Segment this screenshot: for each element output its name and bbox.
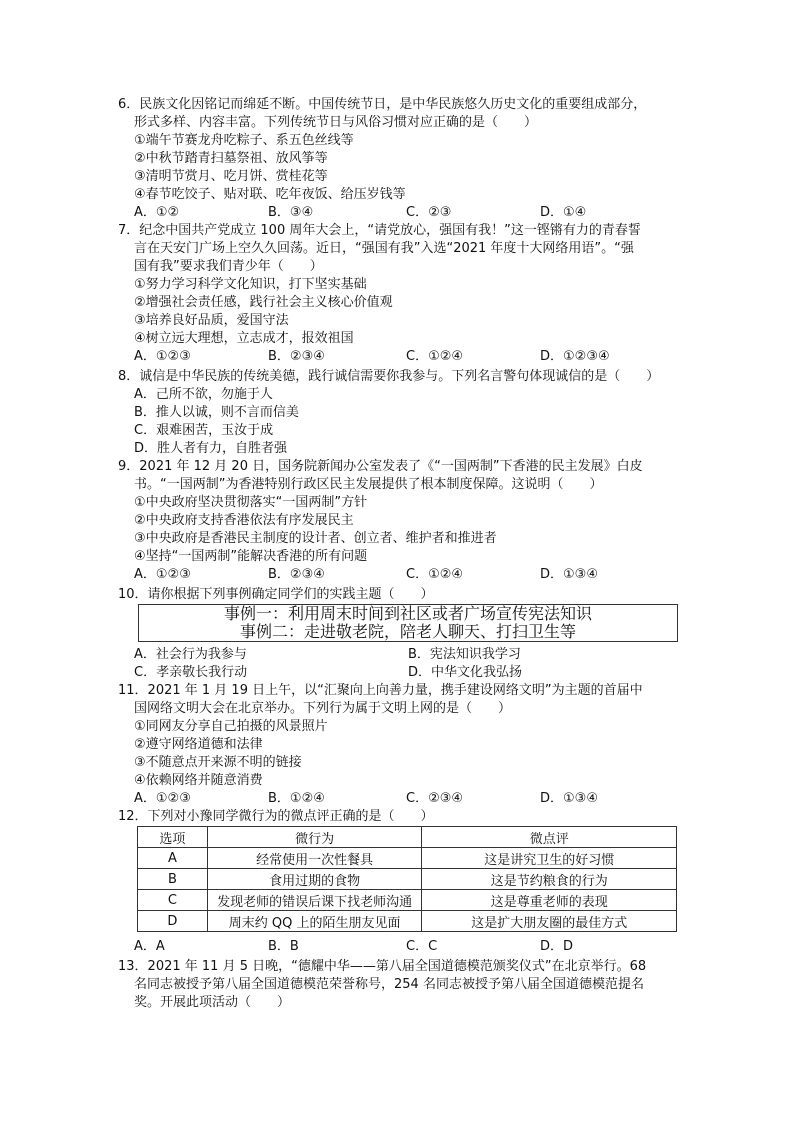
table-cell: 这是尊重老师的表现 xyxy=(422,890,677,911)
option-c[interactable]: C．C xyxy=(406,939,438,954)
table-cell: 这是节约粮食的行为 xyxy=(422,869,677,890)
option-b[interactable]: B．①②④ xyxy=(268,791,325,806)
statement-item: ③清明节赏月、吃月饼、赏桂花等 xyxy=(134,169,328,184)
statement-item: ①努力学习科学文化知识，打下坚实基础 xyxy=(134,277,367,292)
question-stem: 11．2021 年 1 月 19 日上午，以“汇聚向上向善力量，携手建设网络文明”为主题的首届中 xyxy=(118,683,643,698)
question-stem: 10．请你根据下列事例确定同学们的实践主题（ ） xyxy=(118,587,434,602)
table-header-row xyxy=(138,827,677,848)
answer-options xyxy=(118,790,678,808)
option-d[interactable]: D．①②③④ xyxy=(540,349,610,364)
evaluation-table xyxy=(137,826,677,932)
question-10-options xyxy=(118,646,678,682)
statement-item: ①同网友分享自己拍摄的风景照片 xyxy=(134,719,328,734)
statement-item: ③培养良好品质，爱国守法 xyxy=(134,313,289,328)
question-stem: 12．下列对小豫同学微行为的微点评正确的是（ ） xyxy=(118,809,434,824)
question-12 xyxy=(118,808,678,826)
statement-item: ③不随意点开来源不明的链接 xyxy=(134,755,302,770)
statement-item: ④坚持“一国两制”能解决香港的所有问题 xyxy=(134,549,368,564)
option-c[interactable]: C．①②④ xyxy=(406,567,464,582)
question-stem: 形式多样、内容丰富。下列传统节日与风俗习惯对应正确的是（ ） xyxy=(134,115,538,130)
option-a[interactable]: A．社会行为我参与 xyxy=(134,647,247,662)
question-13 xyxy=(118,958,678,1012)
option-a[interactable]: A．①②③ xyxy=(134,791,191,806)
answer-options xyxy=(118,204,678,222)
option-d[interactable]: D．中华文化我弘扬 xyxy=(408,665,523,680)
table-cell: 食用过期的食物 xyxy=(207,869,422,890)
option-b[interactable]: B．③④ xyxy=(268,205,314,220)
option-c[interactable]: C．②③④ xyxy=(406,791,464,806)
column-header: 选项 xyxy=(138,827,208,848)
table-row xyxy=(138,869,677,890)
column-header: 微行为 xyxy=(207,827,422,848)
question-7 xyxy=(118,222,678,366)
statement-item: ④春节吃饺子、贴对联、吃年夜饭、给压岁钱等 xyxy=(134,187,406,202)
table-cell: 周末约 QQ 上的陌生朋友见面 xyxy=(207,911,422,932)
question-11 xyxy=(118,682,678,808)
option-c[interactable]: C．②③ xyxy=(406,205,452,220)
option-d[interactable]: D．①③④ xyxy=(540,567,598,582)
statement-item: ①中央政府坚决贯彻落实“一国两制”方针 xyxy=(134,495,368,510)
statement-item: ②增强社会责任感，践行社会主义核心价值观 xyxy=(134,295,393,310)
statement-item: ②中央政府支持香港依法有序发展民主 xyxy=(134,513,354,528)
statement-item: ④依赖网络并随意消费 xyxy=(134,773,263,788)
question-stem: 书。“一国两制”为香港特别行政区民主发展提供了根本制度保障。这说明（ ） xyxy=(134,477,603,492)
option-a[interactable]: A．①②③ xyxy=(134,567,191,582)
table-cell: A xyxy=(138,848,208,869)
question-9 xyxy=(118,458,678,584)
option-a[interactable]: A．①② xyxy=(134,205,180,220)
statement-item: ②中秋节踏青扫墓祭祖、放风筝等 xyxy=(134,151,328,166)
option-b[interactable]: B．推人以诚，则不言而信美 xyxy=(134,405,299,420)
option-d[interactable]: D．D xyxy=(540,939,574,954)
option-c[interactable]: C．艰难困苦，玉汝于成 xyxy=(134,423,274,438)
answer-options xyxy=(118,566,678,584)
option-b[interactable]: B．②③④ xyxy=(268,349,325,364)
option-b[interactable]: B．宪法知识我学习 xyxy=(408,647,521,662)
option-d[interactable]: D．①④ xyxy=(540,205,587,220)
option-a[interactable]: A．己所不欲，勿施于人 xyxy=(134,387,273,402)
option-a[interactable]: A．A xyxy=(134,939,165,954)
table-row xyxy=(138,890,677,911)
table-cell: 发现老师的错误后课下找老师沟通 xyxy=(207,890,422,911)
option-b[interactable]: B．B xyxy=(268,939,299,954)
option-b[interactable]: B．②③④ xyxy=(268,567,325,582)
option-d[interactable]: D．①③④ xyxy=(540,791,598,806)
table-cell: B xyxy=(138,869,208,890)
question-stem: 8．诚信是中华民族的传统美德，践行诚信需要你我参与。下列名言警句体现诚信的是（ ） xyxy=(118,369,660,384)
case-1: 事例一：利用周末时间到社区或者广场宣传宪法知识 xyxy=(223,604,592,623)
table-cell: 这是扩大朋友圈的最佳方式 xyxy=(422,911,677,932)
option-d[interactable]: D．胜人者有力，自胜者强 xyxy=(134,441,288,456)
table-cell: 这是讲究卫生的好习惯 xyxy=(422,848,677,869)
question-stem: 6．民族文化因铭记而绵延不断。中国传统节日，是中华民族悠久历史文化的重要组成部分， xyxy=(118,97,647,112)
question-stem: 国网络文明大会在北京举办。下列行为属于文明上网的是（ ） xyxy=(134,701,512,716)
table-row xyxy=(138,911,677,932)
option-a[interactable]: A．①②③ xyxy=(134,349,191,364)
question-6 xyxy=(118,96,678,222)
table-cell: D xyxy=(138,911,208,932)
question-12-options xyxy=(118,938,678,956)
question-stem: 13．2021 年 11 月 5 日晚，“德耀中华——第八届全国道德模范颁奖仪式”在北京举行。68 xyxy=(118,959,647,974)
statement-item: ②遵守网络道德和法律 xyxy=(134,737,263,752)
case-2: 事例二：走进敬老院，陪老人聊天、打扫卫生等 xyxy=(239,622,576,641)
table-row xyxy=(138,848,677,869)
column-header: 微点评 xyxy=(422,827,677,848)
answer-options xyxy=(118,348,678,366)
case-box xyxy=(138,604,678,642)
statement-item: ①端午节赛龙舟吃粽子、系五色丝线等 xyxy=(134,133,354,148)
statement-item: ④树立远大理想，立志成才，报效祖国 xyxy=(134,331,354,346)
question-stem: 奖。开展此项活动（ ） xyxy=(134,995,291,1010)
statement-item: ③中央政府是香港民主制度的设计者、创立者、维护者和推进者 xyxy=(134,531,497,546)
option-c[interactable]: C．①②④ xyxy=(406,349,464,364)
table-cell: 经常使用一次性餐具 xyxy=(207,848,422,869)
question-stem: 名同志被授予第八届全国道德模范荣誉称号，254 名同志被授予第八届全国道德模范提名 xyxy=(134,977,644,992)
question-stem: 国有我”要求我们青少年（ ） xyxy=(134,259,323,274)
table-cell: C xyxy=(138,890,208,911)
question-stem: 言在天安门广场上空久久回荡。近日，“强国有我”入选“2021 年度十大网络用语”。“强 xyxy=(134,241,634,256)
question-8 xyxy=(118,368,678,458)
question-10 xyxy=(118,586,678,604)
question-stem: 9．2021 年 12 月 20 日，国务院新闻办公室发表了《“一国两制”下香港的民主发展》白皮 xyxy=(118,459,643,474)
question-stem: 7．纪念中国共产党成立 100 周年大会上，“请党放心，强国有我！”这一铿锵有力的青春誓 xyxy=(118,223,641,238)
option-c[interactable]: C．孝亲敬长我行动 xyxy=(134,665,248,680)
